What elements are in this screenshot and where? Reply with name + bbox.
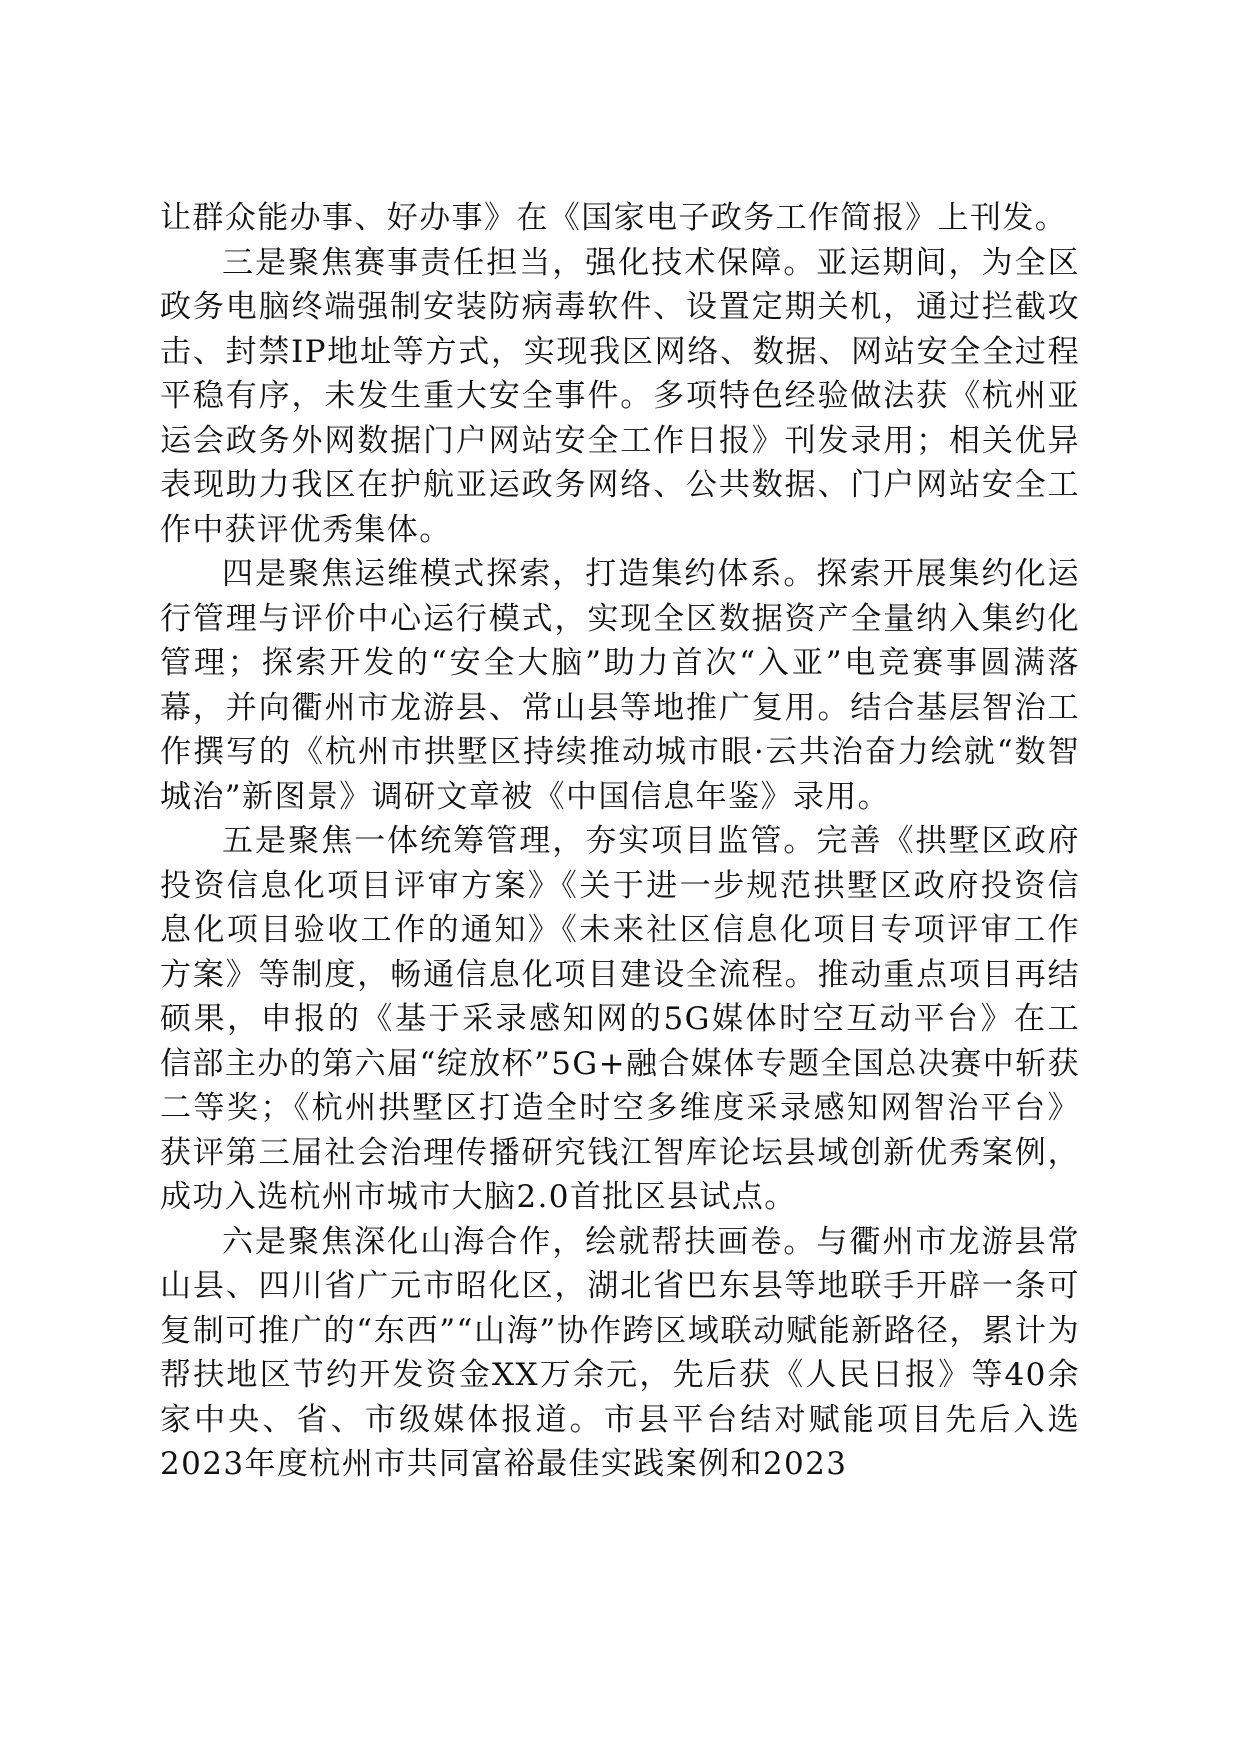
paragraph-four-ops-model: 四是聚焦运维模式探索，打造集约体系。探索开展集约化运行管理与评价中心运行模式，实现全区数据资产全量纳入集约化管理；探索开发的“安全大脑”助力首次“入亚”电竞赛事圆满落幕，并向衢州市龙游县、常山县等地推广复用。结合基层智治工作撰写的《杭州市拱墅区持续推动城市眼·云共治奋力绘就“数智城治”新图景》调研文章被《中国信息年鉴》录用。: [160, 556, 1080, 815]
paragraph-three-tech-support: 三是聚焦赛事责任担当，强化技术保障。亚运期间，为全区政务电脑终端强制安装防病毒软件、设置定期关机，通过拦截攻击、封禁IP地址等方式，实现我区网络、数据、网站安全全过程平稳有序，未发生重大安全事件。多项特色经验做法获《杭州亚运会政务外网数据门户网站安全工作日报》刊发录用；相关优异表现助力我区在护航亚运政务网络、公共数据、门户网站安全工作中获评优秀集体。: [160, 244, 1080, 548]
paragraph-five-project-management: 五是聚焦一体统筹管理，夯实项目监管。完善《拱墅区政府投资信息化项目评审方案》《关于进一步规范拱墅区政府投资信息化项目验收工作的通知》《未来社区信息化项目专项评审工作方案》等制度，畅通信息化项目建设全流程。推动重点项目再结硕果，申报的《基于采录感知网的5G媒体时空互动平台》在工信部主办的第六届“绽放杯”5G+融合媒体专题全国总决赛中斩获二等奖；《杭州拱墅区打造全时空多维度采录感知网智治平台》获评第三届社会治理传播研究钱江智库论坛县域创新优秀案例，成功入选杭州市城市大脑2.0首批区县试点。: [160, 823, 1080, 1215]
paragraph-six-mountain-sea-cooperation: 六是聚焦深化山海合作，绘就帮扶画卷。与衢州市龙游县常山县、四川省广元市昭化区，湖北省巴东县等地联手开辟一条可复制可推广的“东西”“山海”协作跨区域联动赋能新路径，累计为帮扶地区节约开发资金XX万余元，先后获《人民日报》等40余家中央、省、市级媒体报道。市县平台结对赋能项目先后入选2023年度杭州市共同富裕最佳实践案例和2023: [160, 1223, 1080, 1482]
paragraph-continuation: 让群众能办事、好办事》在《国家电子政务工作简报》上刊发。: [160, 200, 1068, 236]
document-body: [160, 196, 1080, 1487]
